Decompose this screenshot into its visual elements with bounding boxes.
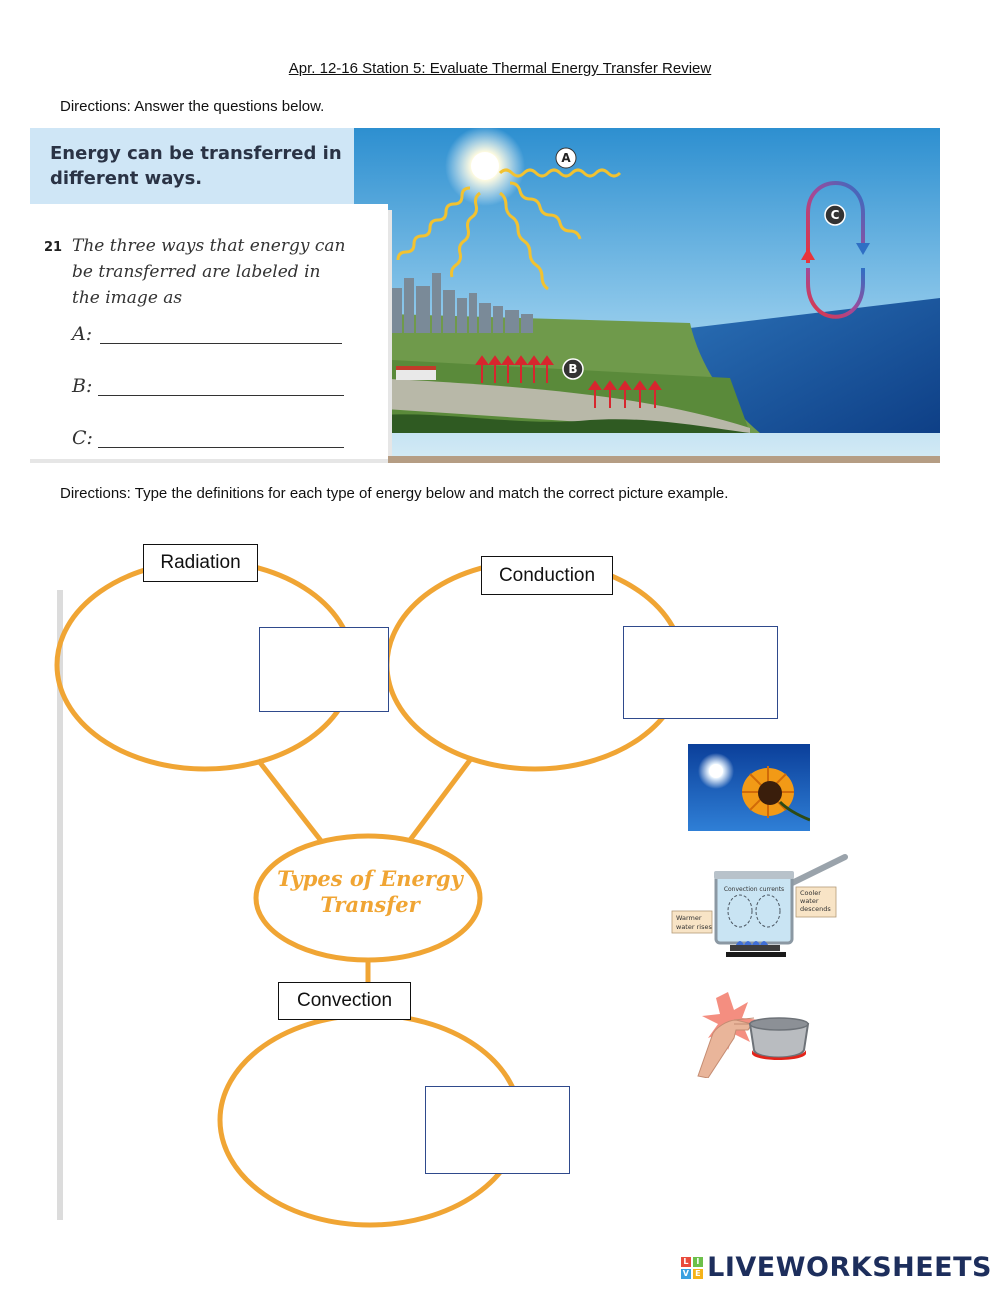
- convection-currents-text: Convection currents: [723, 886, 785, 893]
- marker-c: C: [830, 208, 840, 222]
- textbook-heading: [50, 141, 342, 191]
- convection-label: Convection: [278, 982, 411, 1020]
- logo-cube-l: L: [681, 1257, 691, 1267]
- conduction-label: Conduction: [481, 556, 613, 595]
- directions-definitions: Directions: Type the definitions for each type of energy below and match the correct picture example.: [60, 485, 729, 502]
- cooler-text-1: Cooler: [800, 889, 821, 897]
- sunflower-sun-photo-icon[interactable]: [688, 744, 810, 831]
- blank-b-label: B:: [72, 375, 93, 397]
- cooler-text-3: descends: [800, 905, 831, 913]
- liveworksheets-logo[interactable]: [681, 1252, 992, 1283]
- blank-c-line[interactable]: [98, 447, 344, 448]
- question-line1: The three ways that energy can: [72, 236, 346, 256]
- marker-a: A: [561, 151, 571, 165]
- logo-text: LIVEWORKSHEETS: [707, 1252, 992, 1283]
- question-line2: be transferred are labeled in: [72, 262, 321, 282]
- blank-a-line[interactable]: [100, 343, 342, 344]
- logo-cube-v: V: [682, 1268, 690, 1278]
- question-text: [72, 233, 382, 311]
- question-line3: the image as: [72, 288, 183, 308]
- connector-conduction: [410, 760, 470, 840]
- blank-c-label: C:: [72, 427, 93, 449]
- convection-pot-icon[interactable]: [670, 853, 848, 963]
- cooler-text-2: water: [800, 897, 819, 905]
- radiation-label: Radiation: [143, 544, 258, 582]
- conduction-answer-box[interactable]: [623, 626, 778, 719]
- convection-answer-box[interactable]: [425, 1086, 570, 1174]
- warmer-text-2: water rises: [676, 923, 712, 931]
- blank-b-line[interactable]: [98, 395, 344, 396]
- logo-cube-i: I: [693, 1257, 703, 1267]
- center-line1: Types of Energy: [277, 866, 463, 891]
- directions-answer: Directions: Answer the questions below.: [60, 98, 325, 115]
- worksheet-title: Apr. 12-16 Station 5: Evaluate Thermal Energy Transfer Review: [288, 60, 712, 77]
- logo-cubes-icon: [681, 1257, 703, 1279]
- radiation-answer-box[interactable]: [259, 627, 389, 712]
- question-number: 21: [44, 240, 63, 255]
- textbook-heading-line1: Energy can be transferred in: [50, 143, 342, 164]
- marker-b: B: [568, 362, 578, 376]
- center-line2: Transfer: [320, 892, 420, 917]
- hand-touching-pan-icon[interactable]: [688, 990, 810, 1078]
- blank-a-label: A:: [72, 323, 93, 345]
- warmer-text-1: Warmer: [676, 914, 702, 922]
- textbook-heading-line2: different ways.: [50, 168, 203, 189]
- connector-radiation: [258, 760, 322, 842]
- logo-cube-e: E: [693, 1269, 703, 1279]
